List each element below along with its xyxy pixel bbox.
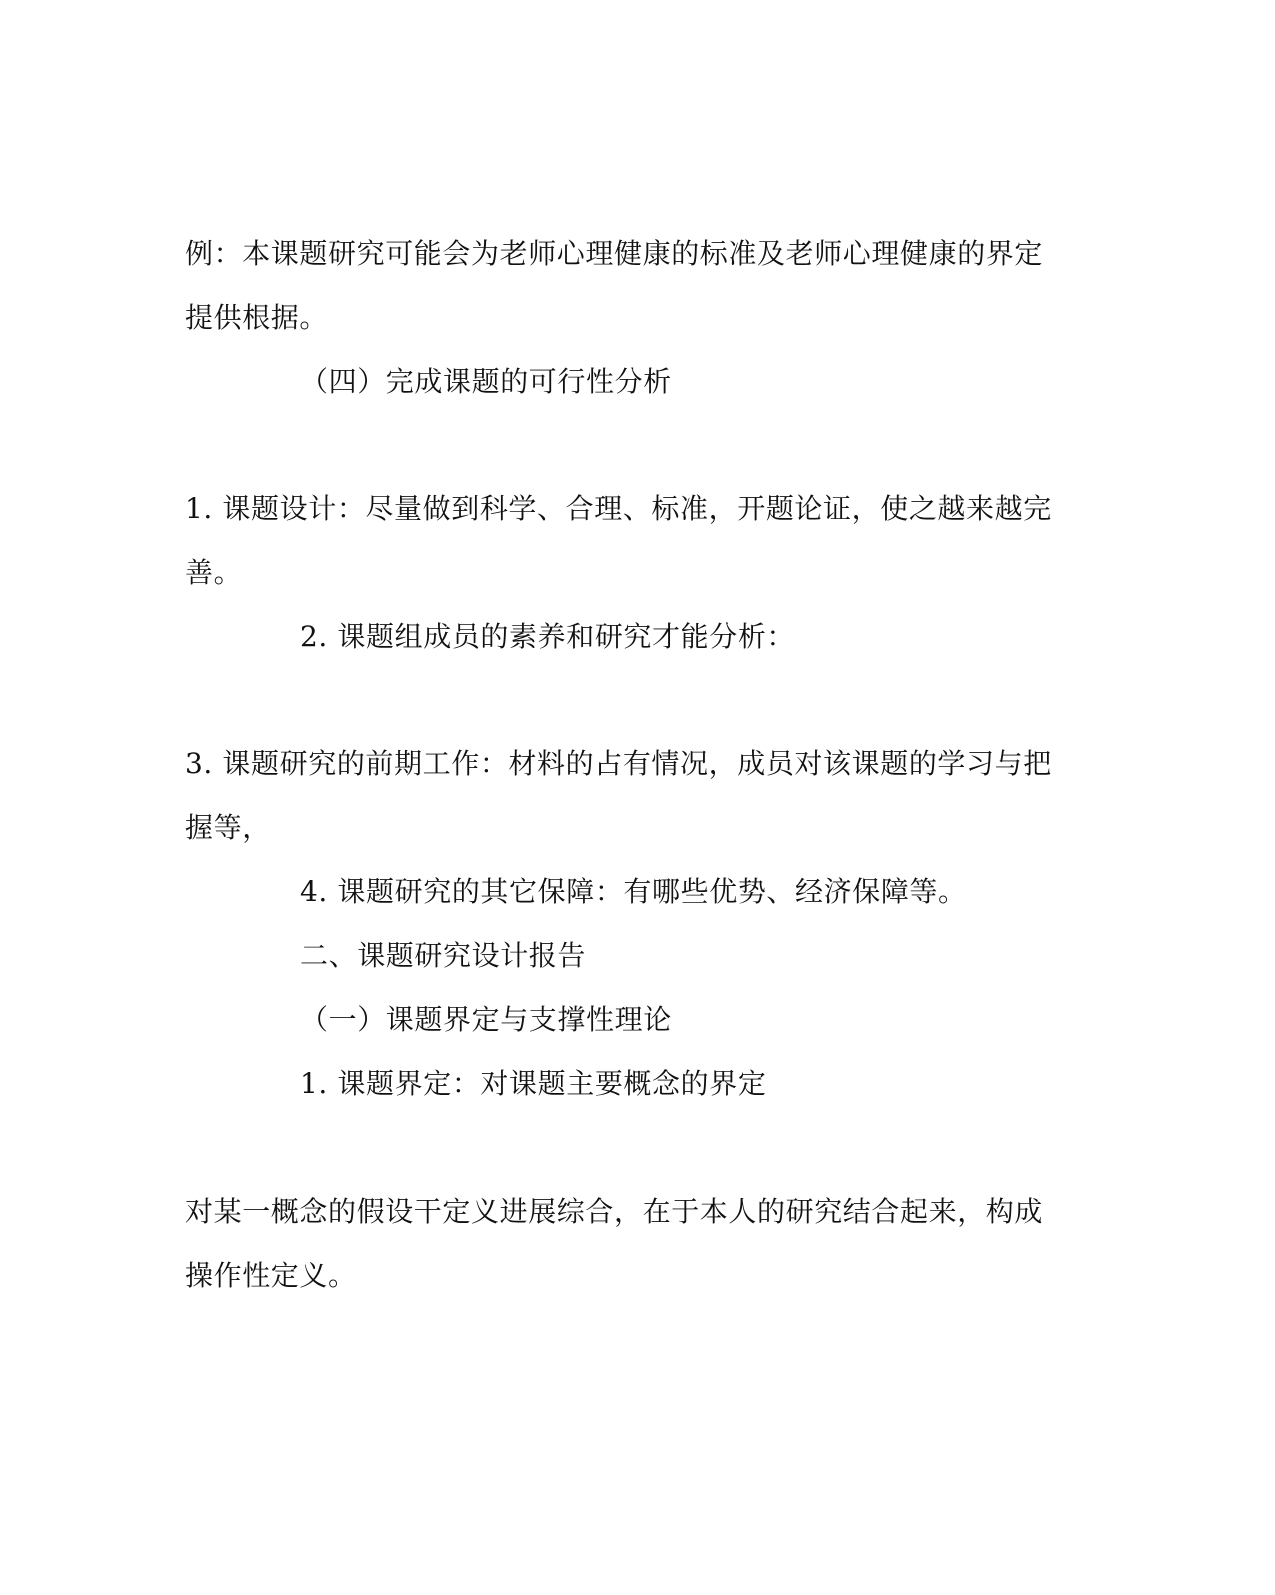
paragraph-line: 2. 课题组成员的素养和研究才能分析： [300,620,796,653]
paragraph-line: 1. 课题设计：尽量做到科学、合理、标准，开题论证，使之越来越完 [185,492,1052,525]
section-heading: 二、课题研究设计报告 [300,939,587,972]
paragraph-line: 1. 课题界定：对课题主要概念的界定 [300,1067,767,1100]
paragraph-line: 握等， [185,811,271,844]
paragraph-line: 例：本课题研究可能会为老师心理健康的标准及老师心理健康的界定 [185,237,1044,270]
paragraph-line: 对某一概念的假设干定义进展综合，在于本人的研究结合起来，构成 [185,1195,1044,1228]
paragraph-line: 操作性定义。 [185,1259,357,1292]
paragraph-line: 3. 课题研究的前期工作：材料的占有情况，成员对该课题的学习与把 [185,747,1052,780]
section-heading: （四）完成课题的可行性分析 [300,365,672,398]
section-heading: （一）课题界定与支撑性理论 [300,1003,672,1036]
paragraph-line: 善。 [185,556,243,589]
paragraph-line: 提供根据。 [185,301,329,334]
paragraph-line: 4. 课题研究的其它保障：有哪些优势、经济保障等。 [300,875,967,908]
